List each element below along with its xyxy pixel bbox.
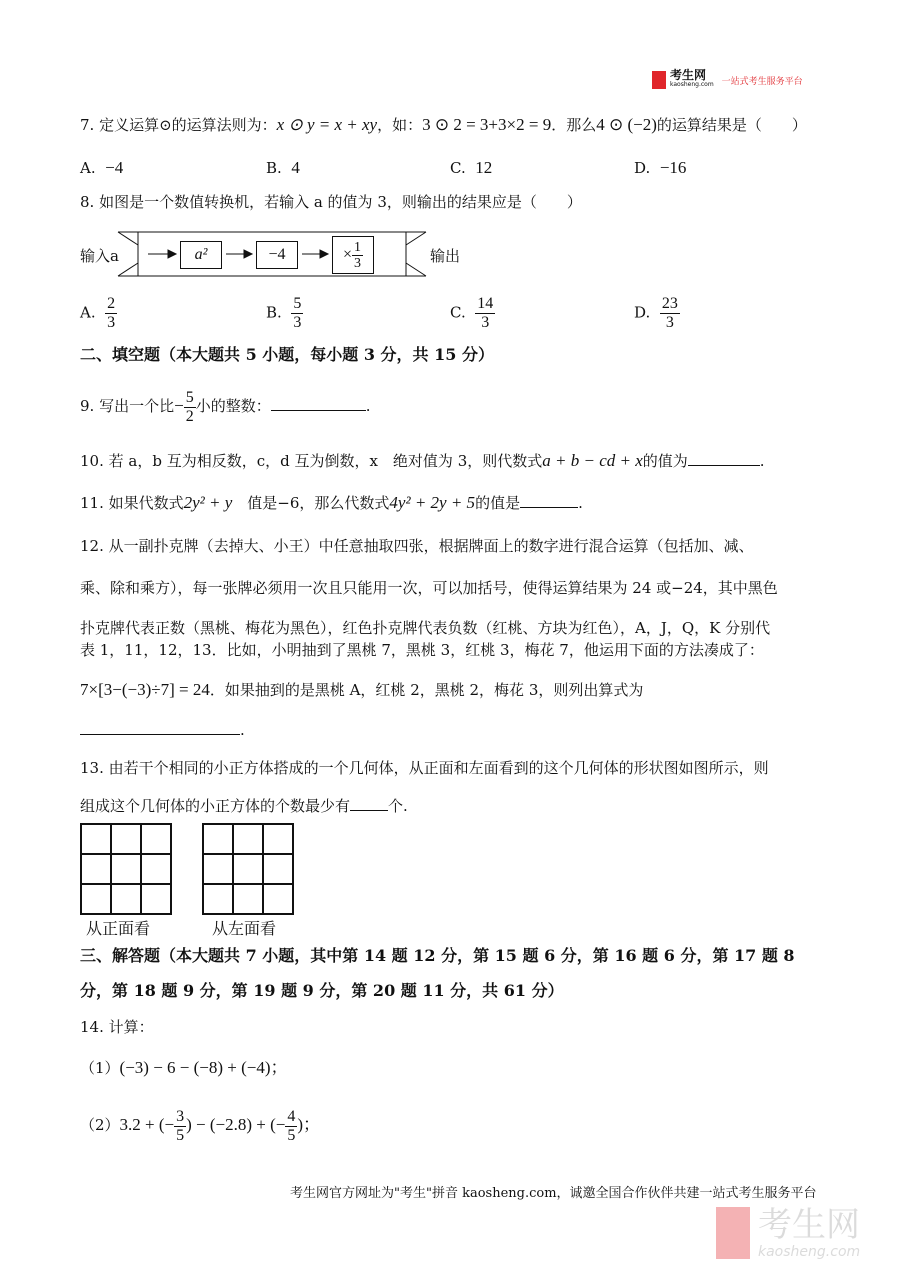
header-logo: 考生网 kaosheng.com 一站式考生服务平台 xyxy=(652,70,803,90)
answer-blank[interactable] xyxy=(688,451,760,466)
answer-blank[interactable] xyxy=(80,720,240,735)
question-14-part-2: （2）3.2 + (− $\frac{3}{5}$ ) − (−2.8) + (− $\frac{4}{5}$ )； xyxy=(80,1107,321,1144)
multiply-step: × $\frac{1}{3}$ xyxy=(332,236,374,274)
question-11: 11. 如果代数式2y² + y 值是−6，那么代数式4y² + 2y + 5的值是 . xyxy=(80,493,583,512)
question-8: 8. 如图是一个数值转换机，若输入 a 的值为 3，则输出的结果应是（ ） xyxy=(80,193,582,211)
left-view-grid xyxy=(202,823,294,915)
minus-step: −4 xyxy=(256,241,298,269)
q8-option-b: B. $\frac{5}{3}$ xyxy=(266,295,302,331)
watermark-logo-icon xyxy=(716,1207,750,1259)
question-12-formula-line: 7×[3−(−3)÷7] = 24．如果抽到的是黑桃 A，红桃 2，黑桃 2，梅花 3，则列出算式为 xyxy=(80,680,644,699)
footer-text: 考生网官方网址为"考生"拼音 kaosheng.com，诚邀全国合作伙伴共建一站式考生服务平台 xyxy=(290,1186,817,1201)
answer-blank[interactable] xyxy=(350,796,388,811)
question-9: 9. 写出一个比− $\frac{5}{2}$ 小的整数： . xyxy=(80,388,371,425)
q7-option-d: D. −16 xyxy=(634,158,687,177)
question-12-answer: . xyxy=(80,720,245,740)
question-12-line: 扑克牌代表正数（黑桃、梅花为黑色），红色扑克牌代表负数（红桃、方块为红色），A，J，Q，K 分别代 xyxy=(80,619,771,637)
watermark: 考生网 kaosheng.com xyxy=(716,1206,860,1260)
answer-blank[interactable] xyxy=(520,493,578,508)
q8-option-c: C. $\frac{14}{3}$ xyxy=(450,295,494,331)
question-13-line: 组成这个几何体的小正方体的个数最少有 个. xyxy=(80,797,408,815)
left-view-label: 从左面看 xyxy=(212,919,277,938)
section-3-heading: 分，第 18 题 9 分，第 19 题 9 分，第 20 题 11 分，共 61 分） xyxy=(80,981,564,1000)
question-14: 14. 计算： xyxy=(80,1018,154,1036)
question-12-line: 乘、除和乘方），每一张牌必须用一次且只能用一次，可以加括号，使得运算结果为 24 或−24，其中黑色 xyxy=(80,579,778,597)
q7-option-b: B. 4 xyxy=(266,158,300,177)
q7-option-a: A. −4 xyxy=(80,158,124,177)
question-12-line: 12. 从一副扑克牌（去掉大、小王）中任意抽取四张，根据牌面上的数字进行混合运算（包括加、减、 xyxy=(80,537,754,555)
answer-blank[interactable] xyxy=(271,396,366,411)
q7-option-c: C. 12 xyxy=(450,158,493,177)
question-14-part-1: （1）(−3) − 6 − (−8) + (−4)； xyxy=(80,1058,288,1077)
section-3-heading: 三、解答题（本大题共 7 小题，其中第 14 题 12 分，第 15 题 6 分，第 16 题 6 分，第 17 题 8 xyxy=(80,946,795,965)
input-label: 输入a xyxy=(80,247,119,265)
square-step: a² xyxy=(180,241,222,269)
output-label: 输出 xyxy=(430,247,461,265)
section-2-heading: 二、填空题（本大题共 5 小题，每小题 3 分，共 15 分） xyxy=(80,345,494,364)
question-13-line: 13. 由若干个相同的小正方体搭成的一个几何体，从正面和左面看到的这个几何体的形状图如图所示，则 xyxy=(80,759,769,777)
question-12-line: 表 1，11，12，13．比如，小明抽到了黑桃 7，黑桃 3，红桃 3，梅花 7，他运用下面的方法凑成了： xyxy=(80,641,764,659)
q8-option-d: D. $\frac{23}{3}$ xyxy=(634,295,678,331)
question-10: 10. 若 a，b 互为相反数，c，d 互为倒数，x 绝对值为 3，则代数式a + b − cd + x的值为 . xyxy=(80,451,765,470)
q8-option-a: A. $\frac{2}{3}$ xyxy=(80,295,116,331)
question-7: 7. 定义运算⊙的运算法则为：x ⊙ y = x + xy，如：3 ⊙ 2 = 3+3×2 = 9．那么4 ⊙ (−2)的运算结果是（ ） xyxy=(80,115,807,134)
front-view-label: 从正面看 xyxy=(86,919,151,938)
front-view-grid xyxy=(80,823,172,915)
